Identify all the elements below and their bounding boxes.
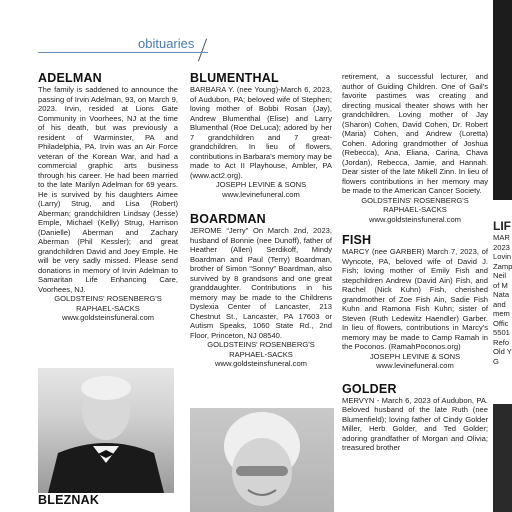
header-slash-decoration [198,39,207,62]
obituary-name-golder: GOLDER [342,381,397,396]
obituary-body-fish: MARCY (nee GARBER) March 7, 2023, of Wyncote, PA, beloved wife of David J. Fish; loving mother of Emily Fish and stepchildren Andrew (David Ain) Fish, and Rachel (Nick Kuhn) Fish, cherished grandmother of Zoe Fish Ain, Sadie Fish Kuhn and Ramona Fish Kuhn; sister of Steven (Ruth Ledewitz Haendler) Garber. In lieu of flowers, contributions in Marcy's memory may be made to Camp Ramah in the Poconos. (RamahPoconos.org) [342,247,488,351]
cropped-text-line: Nata [493,290,510,299]
obituary-body-adelman: The family is saddened to announce the passing of Irvin Adelman, 93, on March 9, 2023. Irvin, resided at Lions Gate Community in Voorhees, NJ at the time of his death, but was previously a resident of Warminster, PA and Philadelphia, PA. Irvin was an Air Force veteran of the Korean War, and had a commercial graphic arts business through his career. He had been married to the late Marilyn Adelman for 69 years. He is survived by his daughters Aimee (Larry) Strug, and Lisa (Robert) Aberman; grandchildren Lindsay (Jesse) Emple, Michael (Kelly) Strug, Harrison (Danielle) Aberman and Zachary Aberman (Phil Kessler); and great grandchildren David and Joey Emple. He will be very sadly missed. Please send donations in memory of Irvin Adelman to Samaritan Life Enhancing Care, Voorhees, NJ. [38,85,178,294]
obituary-name-boardman: BOARDMAN [190,212,266,226]
column-1 [38,72,178,323]
funeral-home-website: www.goldsteinsfuneral.com [368,214,461,224]
column-3 [342,72,488,453]
obituary-name-cropped: LIF [493,220,511,233]
cropped-text-line: Offic [493,318,509,328]
obituary-photo-golder-family [190,408,334,512]
funeral-home-website: www.levinefuneral.com [222,189,300,199]
funeral-home-line: RAPHAEL-SACKS [76,303,140,313]
funeral-home-line: RAPHAEL-SACKS [229,349,293,359]
funeral-home-line: GOLDSTEINS' ROSENBERG'S [207,340,315,349]
cropped-photo-top-right [493,0,512,200]
cropped-text-line: MAR [493,233,510,242]
section-title: obituaries [138,36,195,51]
column-1-bottom [38,494,178,507]
funeral-home-line: JOSEPH LEVINE & SONS [215,180,307,189]
obituary-body-blumenthal: BARBARA Y. (nee Young)-March 6, 2023, of Audubon, PA; beloved wife of Stephen; loving mother of Bobbi Rosan (Jay), Andrew Blumenthal (Elise) and Larry Blumenthal (Roe DeLuca); adored by her 7 grandchildren and 7 great-grandchildren. In lieu of flowers, contributions in Barbara's memory may be made to Act II Playhouse, Ambler, PA (www.act2.org). [190,85,332,180]
header-rule [38,52,208,53]
funeral-home-website: www.goldsteinsfuneral.com [61,313,154,322]
funeral-home-line: RAPHAEL-SACKS [383,205,447,214]
cropped-text-line: 5501 [493,328,510,337]
obituary-name-adelman: ADELMAN [38,71,102,85]
obituary-name-bleznak: BLEZNAK [38,493,100,507]
obituary-name-blumenthal: BLUMENTHAL [190,71,279,85]
obituary-name-fish: FISH [342,233,372,247]
cropped-text-line: mem [493,309,510,318]
obituary-body-cohen-continued: retirement, a successful lecturer, and author of Guiding Children. One of Gail's favorite pastimes was creating and directing musical theater shows with her grandchildren. Loving mother of Jay (Sharon) Cohen, David Cohen, Dr. Robert (Maria) Cohen, and Andrew (Loretta) Cohen. Adoring grandmother of Joshua (Rebecca), Ana, Eliana, Carina, Chava (Jordan), Rebecca, Jamie, and Hannah. Dear sister of the late Mikell Zinn. In lieu of flowers contributions in her memory may be made to the American Cancer Society. [342,72,488,195]
column-2 [190,72,332,369]
cropped-photo-bottom-right [493,404,512,512]
cropped-text-line: Old Y [493,347,512,356]
cropped-text-line: G [493,356,499,366]
cropped-text-line: 2023 [493,242,510,252]
obituary-body-golder: MERVYN - March 6, 2023 of Audubon, PA. Beloved husband of the late Ruth (nee Blumenfield); loving father of Cindy Golder Miller, Herb Golder, and Ted Golder; adoring grandfather of Morgan and Olivia; treasured brother [342,395,488,452]
funeral-home-line: GOLDSTEINS' ROSENBERG'S [361,195,469,205]
funeral-home-website: www.levinefuneral.com [376,361,454,370]
column-4-cropped [493,220,512,366]
obituary-photo-adelman [38,368,174,493]
funeral-home-website: www.goldsteinsfuneral.com [214,359,307,368]
cropped-text-line: Lovin [493,252,512,261]
cropped-text-line: and [493,299,506,309]
funeral-home-line: GOLDSTEINS' ROSENBERG'S [54,294,162,303]
cropped-text-line: Neil [493,271,507,280]
cropped-text-line: Zamp [493,261,512,271]
cropped-text-line: Refo [493,337,510,347]
cropped-text-line: of M [493,280,508,290]
obituary-body-boardman: JEROME “Jerry” On March 2nd, 2023, husband of Bonnie (nee Dunoff), father of Heather (Allen) Serdikoff, Mindy Boardman and Paul (Terry) Boardman, brother of Simon “Sonny” Boardman, also survived by 8 grandsons and one great granddaughter. Contributions in his memory may be made to the Childrens Dyslexia Center of Lancaster, 213 Chestnut St., Lancaster, PA 17603 or Autism Speaks, 1060 State Rd., 2nd Floor, Princeton, NJ 08540. [190,226,332,340]
funeral-home-line: JOSEPH LEVINE & SONS [369,351,461,361]
